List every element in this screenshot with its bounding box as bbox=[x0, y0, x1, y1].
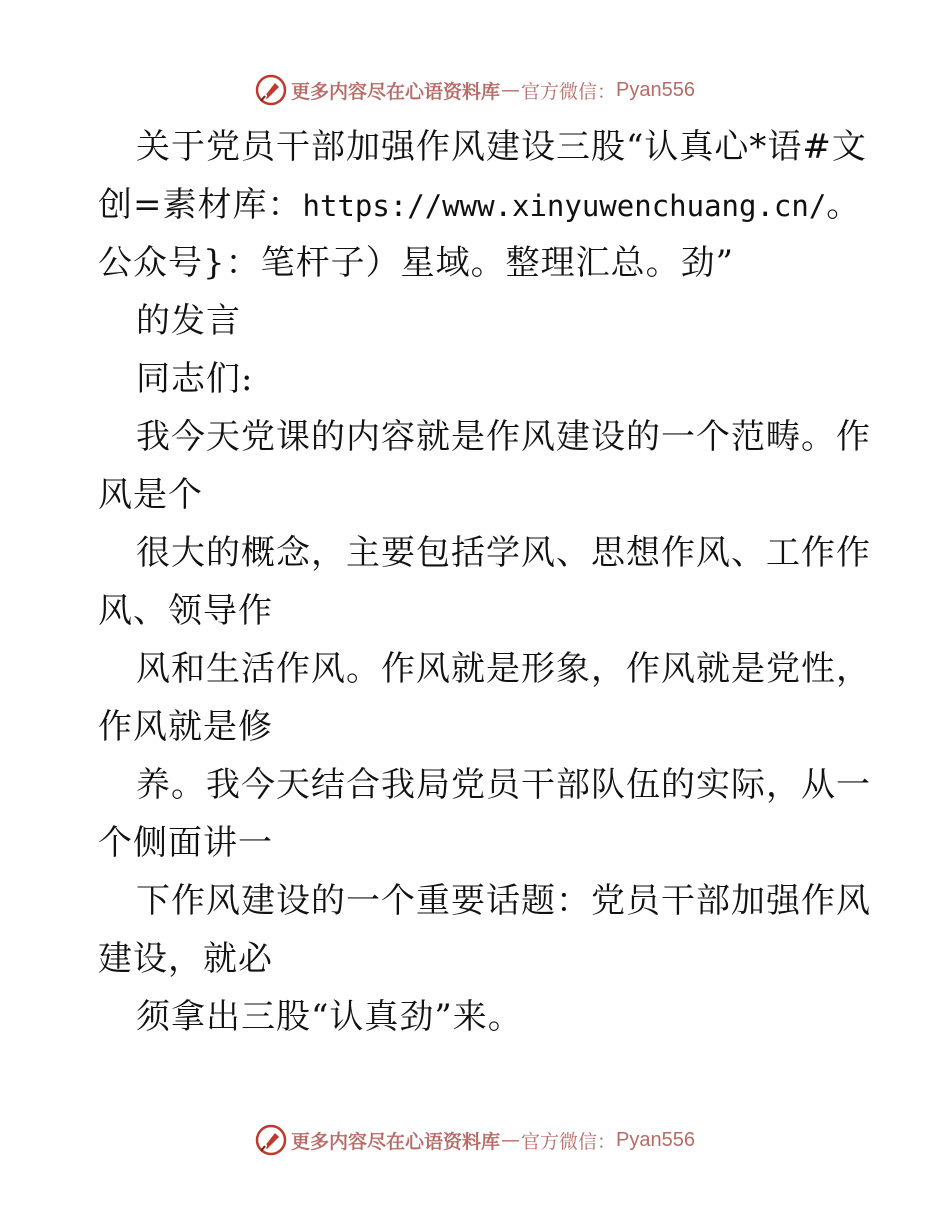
footer-wechat-id: Pyan556 bbox=[616, 1128, 695, 1151]
paragraph-line: 很大的概念，主要包括学风、思想作风、工作作 bbox=[136, 533, 871, 573]
header-dash: — bbox=[501, 79, 521, 101]
paragraph-line: 须拿出三股“认真劲”来。 bbox=[136, 997, 523, 1037]
title-line-2-suffix: 。 bbox=[826, 185, 862, 225]
header-wechat-label: 官方微信： bbox=[521, 80, 617, 103]
pen-nib-logo-icon bbox=[255, 74, 287, 106]
salutation: 同志们: bbox=[136, 359, 254, 399]
footer-wechat-label: 官方微信： bbox=[521, 1130, 617, 1153]
paragraph-line: 养。我今天结合我局党员干部队伍的实际，从一 bbox=[136, 765, 871, 805]
title-line-2-prefix: 创=素材库： bbox=[98, 185, 303, 225]
title-line-1: 关于党员干部加强作风建设三股“认真心*语#文 bbox=[136, 127, 867, 167]
paragraph-line: 我今天党课的内容就是作风建设的一个范畴。作 bbox=[136, 417, 871, 457]
footer-banner bbox=[0, 1120, 950, 1160]
paragraph-line: 风和生活作风。作风就是形象，作风就是党性， bbox=[136, 649, 871, 689]
paragraph-line: 风、领导作 bbox=[98, 591, 273, 631]
paragraph-line: 风是个 bbox=[98, 475, 203, 515]
paragraph-line: 建设，就必 bbox=[98, 939, 273, 979]
header-wechat-id: Pyan556 bbox=[616, 78, 695, 101]
footer-site-name: 更多内容尽在心语资料库 bbox=[291, 1130, 501, 1153]
paragraph-line: 下作风建设的一个重要话题：党员干部加强作风 bbox=[136, 881, 871, 921]
footer-dash: — bbox=[501, 1129, 521, 1151]
title-line-4: 的发言 bbox=[136, 301, 241, 341]
document-body bbox=[98, 118, 871, 1046]
header-site-name: 更多内容尽在心语资料库 bbox=[291, 80, 501, 103]
title-line-2 bbox=[98, 176, 862, 234]
paragraph-line: 个侧面讲一 bbox=[98, 823, 273, 863]
header-banner bbox=[0, 70, 950, 110]
source-url: https://www.xinyuwenchuang.cn/ bbox=[302, 189, 827, 223]
paragraph-line: 作风就是修 bbox=[98, 707, 273, 747]
title-line-3: 公众号}：笔杆子）星域。整理汇总。劲” bbox=[98, 243, 735, 283]
pen-nib-logo-icon bbox=[255, 1124, 287, 1156]
